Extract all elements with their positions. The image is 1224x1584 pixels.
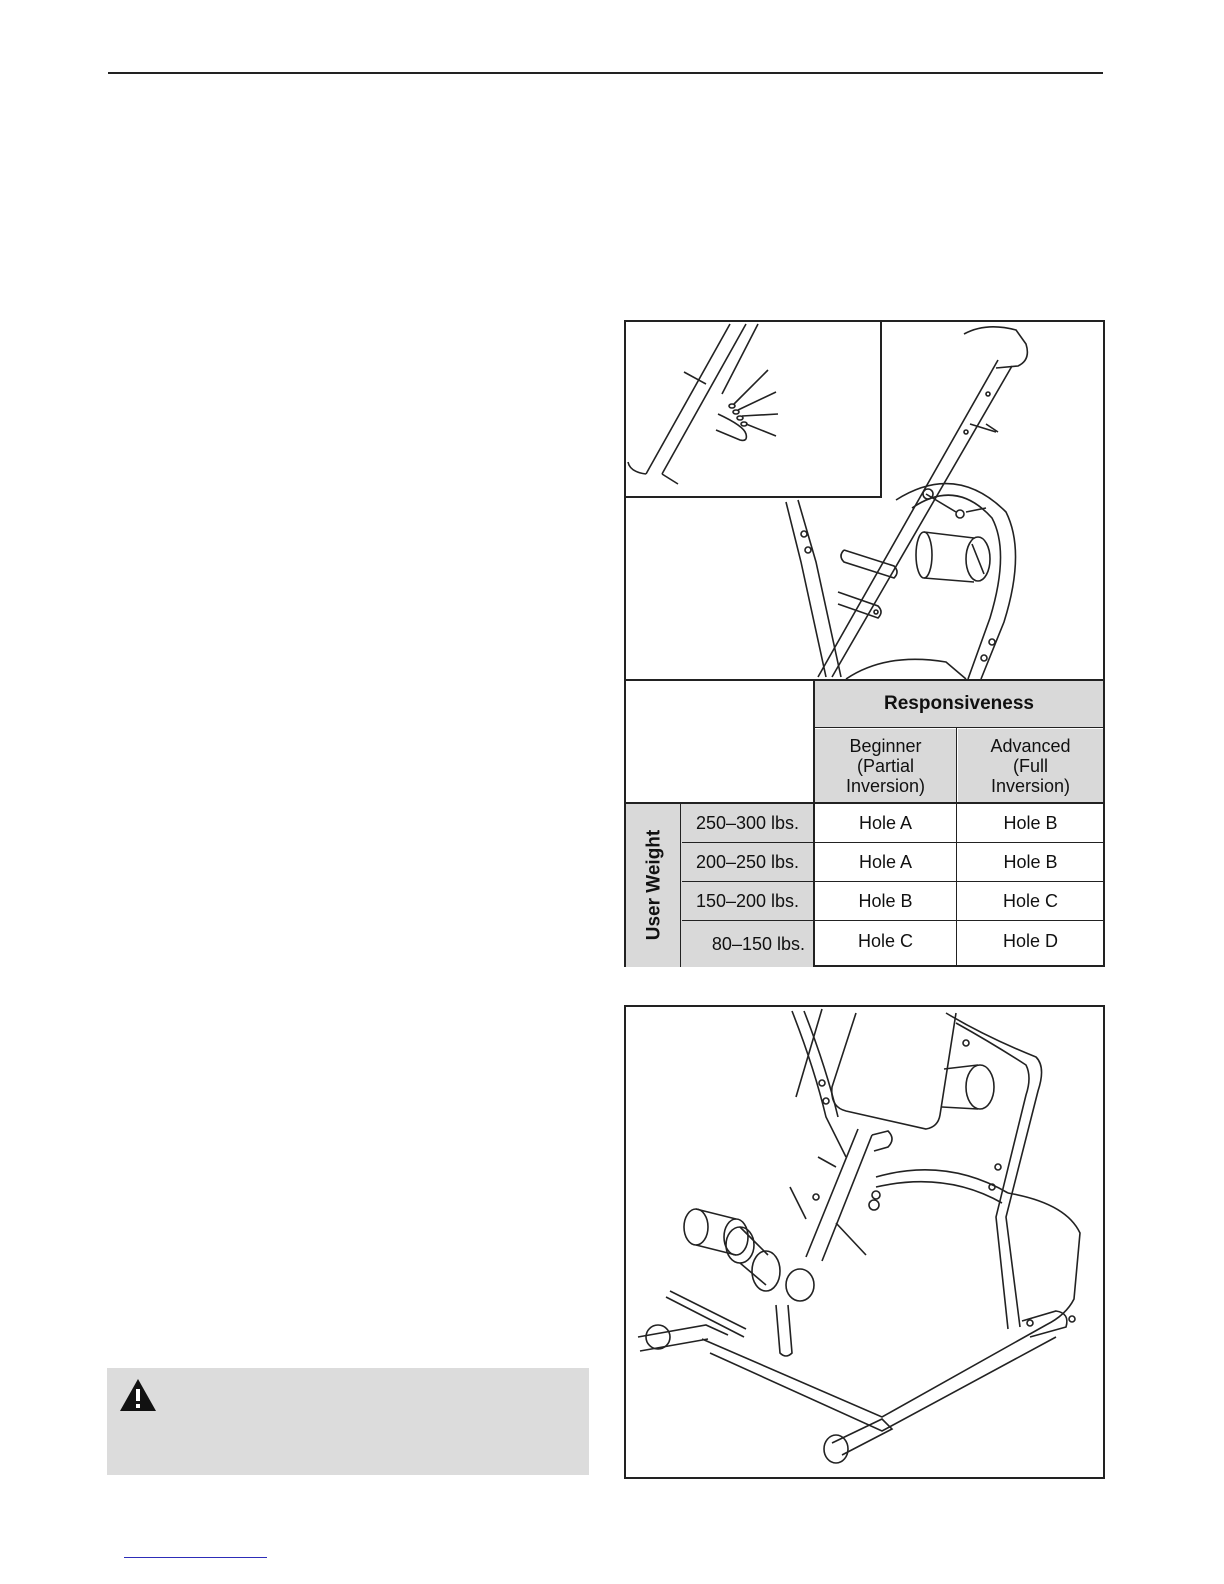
table-cell-advanced: Hole C [1002,891,1059,911]
row-header-user-weight-text: User Weight [643,829,665,941]
column-header-line: Advanced [990,736,1071,756]
column-header-line: (Partial [856,756,914,776]
table-header-responsiveness: Responsiveness [815,681,1103,727]
column-header-line: Inversion) [845,776,926,796]
column-header-advanced [958,729,1103,803]
figure-2-drawing [626,1007,1103,1477]
table-cell-beginner: Hole A [858,812,913,833]
table-divider [956,727,957,967]
warning-box [107,1368,589,1475]
warning-triangle-icon [119,1378,157,1412]
top-rule [108,72,1103,74]
table-divider [626,802,1103,804]
table-cell-advanced: Hole B [1003,812,1058,833]
row-header-user-weight [626,803,682,967]
table-cell-beginner: Hole C [857,931,914,951]
column-header-line: Inversion) [990,776,1071,796]
table-divider [682,920,1103,921]
column-header-beginner [815,729,956,803]
table-cell-advanced: Hole D [1002,931,1059,951]
table-cell-beginner: Hole B [858,891,913,911]
figure-1-detail-inset [626,322,882,498]
inset-drawing [626,322,878,494]
table-divider [682,842,1103,843]
table-divider [682,881,1103,882]
weight-cell: 80–150 lbs. [682,921,813,967]
footer-link-underline [124,1557,267,1558]
column-header-line: Beginner [849,736,922,756]
column-header-line: (Full [1013,756,1048,776]
table-divider [813,681,815,967]
responsiveness-table [624,679,1105,967]
table-divider [680,803,681,967]
figure-2-assembly-illustration [624,1005,1105,1479]
table-cell-beginner: Hole A [858,852,913,872]
table-divider [815,727,1103,728]
weight-cell: 150–200 lbs. [682,882,813,920]
weight-cell: 200–250 lbs. [682,843,813,881]
table-cell-advanced: Hole B [1003,852,1058,872]
figure-1-assembly-illustration [624,320,1105,681]
weight-cell: 250–300 lbs. [682,803,813,842]
